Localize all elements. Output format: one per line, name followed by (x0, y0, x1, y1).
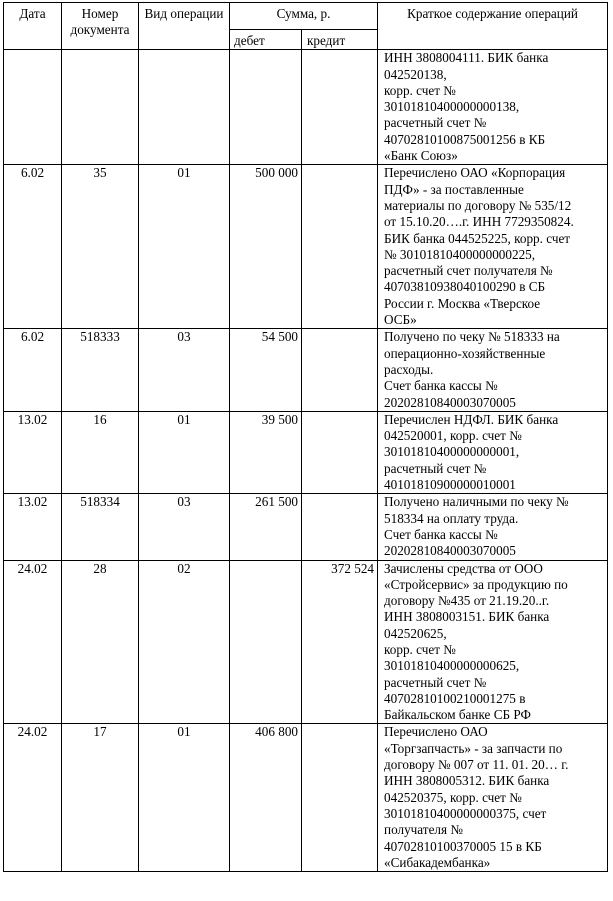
cell-date: 13.02 (4, 411, 62, 493)
desc-line: ОСБ» (384, 312, 417, 328)
desc-line: Зачислены средства от ООО (384, 560, 543, 576)
cell-op: 01 (139, 411, 230, 493)
desc-line: «Стройсервис» за продукцию по (384, 576, 568, 592)
cell-debit: 261 500 (230, 494, 302, 560)
desc-line: 042520375, корр. счет № (384, 789, 522, 805)
desc-line: «Банк Союз» (384, 148, 458, 164)
desc-line: 30101810400000000375, счет (384, 805, 547, 821)
desc-line: получателя № (384, 822, 463, 838)
cell-doc: 518333 (62, 329, 139, 411)
cell-op: 02 (139, 560, 230, 724)
desc-line: Счет банка кассы № (384, 378, 498, 394)
header-credit: кредит (302, 30, 378, 50)
desc-line: 40702810100210001275 в (384, 690, 526, 706)
desc-line: 40101810900000010001 (384, 477, 516, 493)
desc-line: «Торгзапчасть» - за запчасти по (384, 740, 563, 756)
desc-line: 30101810400000000625, (384, 658, 520, 674)
desc-line: материалы по договору № 535/12 (384, 197, 572, 213)
cell-description (378, 494, 608, 560)
desc-line: от 15.10.20….г. ИНН 7729350824. (384, 214, 574, 230)
table-row (4, 494, 608, 560)
cell-op: 03 (139, 329, 230, 411)
desc-line: «Сибакадембанка» (384, 854, 491, 870)
cell-description (378, 560, 608, 724)
desc-line: корр. счет № (384, 82, 456, 98)
cell-debit (230, 50, 302, 165)
cell-op: 03 (139, 494, 230, 560)
header-description: Краткое содержание операций (378, 3, 608, 50)
desc-line: договору № 007 от 11. 01. 20… г. (384, 757, 569, 773)
desc-line: расчетный счет № (384, 674, 487, 690)
cell-doc: 35 (62, 165, 139, 329)
desc-line: 40702810100370005 15 в КБ (384, 838, 542, 854)
cell-debit: 54 500 (230, 329, 302, 411)
cell-doc: 28 (62, 560, 139, 724)
desc-line: 30101810400000000001, (384, 444, 520, 460)
cell-date: 24.02 (4, 560, 62, 724)
desc-line: Перечислено ОАО «Корпорация (384, 165, 566, 181)
desc-line: расчетный счет № (384, 460, 487, 476)
table-row (4, 724, 608, 872)
desc-line: 40703810938040100290 в СБ (384, 279, 546, 295)
desc-line: Получено по чеку № 518333 на (384, 329, 560, 345)
desc-line: 20202810840003070005 (384, 394, 516, 410)
cell-credit (302, 165, 378, 329)
cell-description (378, 724, 608, 872)
desc-line: 30101810400000000138, (384, 99, 520, 115)
table-row (4, 560, 608, 724)
header-date: Дата (4, 3, 62, 50)
desc-line: договору №435 от 21.19.20..г. (384, 593, 550, 609)
cell-date: 6.02 (4, 165, 62, 329)
desc-line: 40702810100875001256 в КБ (384, 131, 546, 147)
desc-line: ИНН 3808005312. БИК банка (384, 773, 550, 789)
cell-date (4, 50, 62, 165)
cell-op (139, 50, 230, 165)
cell-credit (302, 494, 378, 560)
table-row (4, 329, 608, 411)
cell-description (378, 165, 608, 329)
table-row (4, 411, 608, 493)
desc-line: расходы. (384, 361, 434, 377)
desc-line: 042520001, корр. счет № (384, 428, 522, 444)
desc-line: операционно-хозяйственные (384, 345, 546, 361)
cell-debit: 39 500 (230, 411, 302, 493)
desc-line: расчетный счет получателя № (384, 263, 553, 279)
desc-line: Счет банка кассы № (384, 526, 498, 542)
cell-debit: 500 000 (230, 165, 302, 329)
cell-op: 01 (139, 165, 230, 329)
cell-credit (302, 411, 378, 493)
cell-credit: 372 524 (302, 560, 378, 724)
cell-doc: 16 (62, 411, 139, 493)
header-op-type: Вид операции (139, 3, 230, 50)
desc-line: 042520138, (384, 66, 447, 82)
cell-credit (302, 329, 378, 411)
cell-description (378, 329, 608, 411)
desc-line: ИНН 3808004111. БИК банка (384, 50, 549, 66)
cell-doc: 518334 (62, 494, 139, 560)
cell-description (378, 411, 608, 493)
desc-line: БИК банка 044525225, корр. счет (384, 230, 571, 246)
desc-line: ПДФ» - за поставленные (384, 181, 524, 197)
desc-line: № 30101810400000000225, (384, 246, 536, 262)
cell-date: 24.02 (4, 724, 62, 872)
cell-debit: 406 800 (230, 724, 302, 872)
desc-line: России г. Москва «Тверское (384, 295, 541, 311)
desc-line: Перечислен НДФЛ. БИК банка (384, 411, 559, 427)
desc-line: Перечислено ОАО (384, 724, 488, 740)
cell-op: 01 (139, 724, 230, 872)
cell-description (378, 50, 608, 165)
table-row (4, 165, 608, 329)
table-row-continuation (4, 50, 608, 165)
desc-line: 042520625, (384, 625, 447, 641)
desc-line: 20202810840003070005 (384, 543, 516, 559)
header-sum: Сумма, р. (230, 3, 378, 30)
cell-credit (302, 724, 378, 872)
cell-debit (230, 560, 302, 724)
header-debit: дебет (230, 30, 302, 50)
cell-credit (302, 50, 378, 165)
cell-doc: 17 (62, 724, 139, 872)
desc-line: Байкальском банке СБ РФ (384, 707, 531, 723)
cell-date: 13.02 (4, 494, 62, 560)
header-doc-number: Номер документа (62, 3, 139, 50)
desc-line: корр. счет № (384, 641, 456, 657)
cell-date: 6.02 (4, 329, 62, 411)
desc-line: ИНН 3808003151. БИК банка (384, 609, 550, 625)
desc-line: Получено наличными по чеку № (384, 494, 569, 510)
desc-line: 518334 на оплату труда. (384, 510, 519, 526)
desc-line: расчетный счет № (384, 115, 487, 131)
cell-doc (62, 50, 139, 165)
operations-table (3, 2, 608, 872)
